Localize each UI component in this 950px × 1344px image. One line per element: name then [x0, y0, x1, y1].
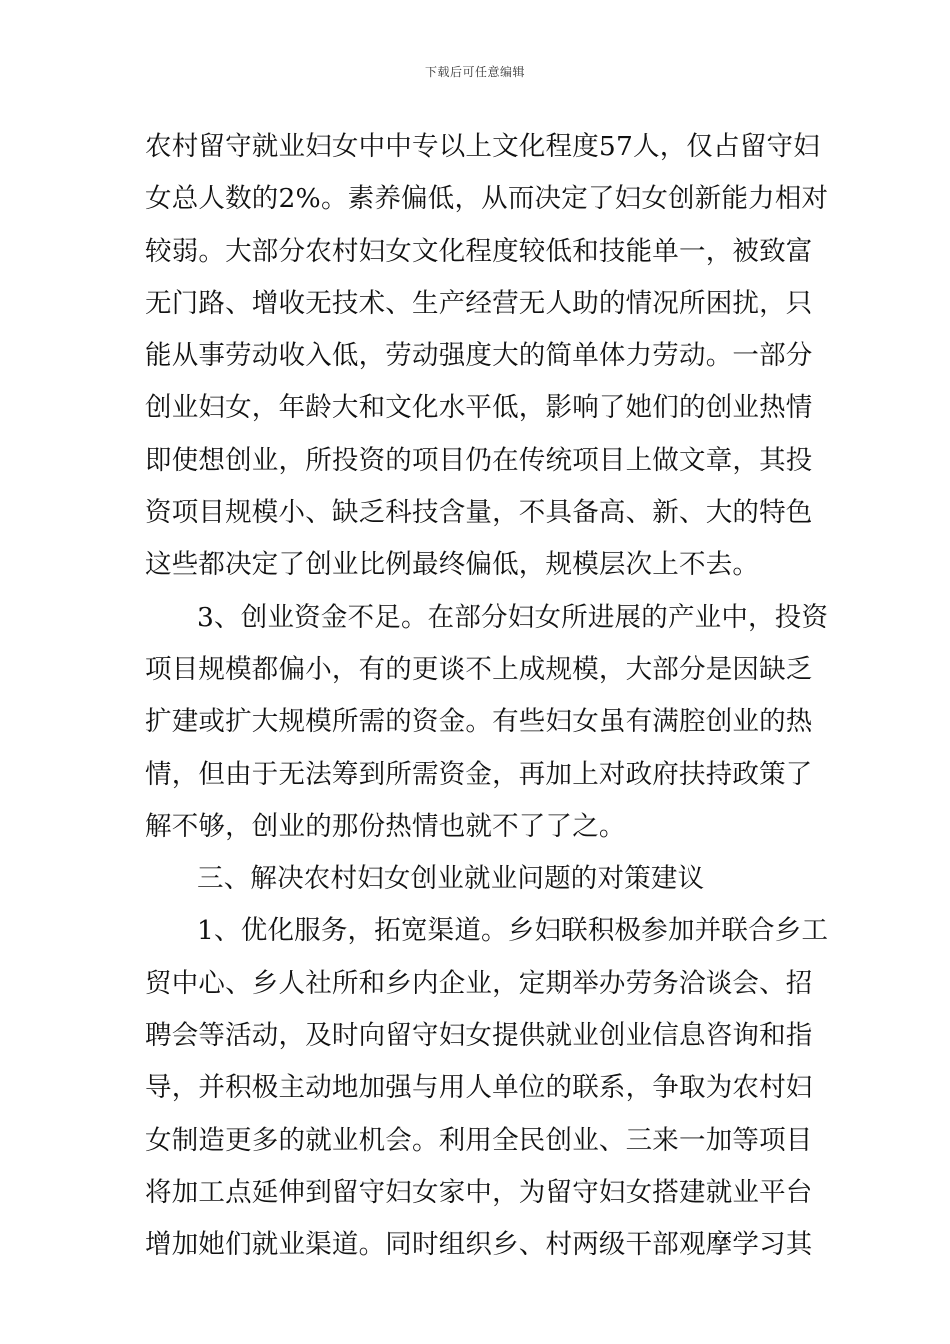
text-line: 创业妇女，年龄大和文化水平低，影响了她们的创业热情	[145, 392, 813, 424]
text-line: 导，并积极主动地加强与用人单位的联系，争取为农村妇	[145, 1072, 813, 1104]
page-header: 下载后可任意编辑	[424, 65, 525, 79]
text-line: 无门路、增收无技术、生产经营无人助的情况所困扰，只	[145, 287, 813, 319]
text-line: 这些都决定了创业比例最终偏低，规模层次上不去。	[145, 549, 760, 581]
text-line: 即使想创业，所投资的项目仍在传统项目上做文章，其投	[145, 444, 813, 476]
text-line: 聘会等活动，及时向留守妇女提供就业创业信息咨询和指	[145, 1020, 813, 1052]
text-line: 将加工点延伸到留守妇女家中，为留守妇女搭建就业平台	[145, 1176, 813, 1208]
document-body	[145, 126, 829, 1277]
text-line: 情，但由于无法筹到所需资金，再加上对政府扶持政策了	[145, 758, 813, 790]
text-line: 扩建或扩大规模所需的资金。有些妇女虽有满腔创业的热	[145, 706, 813, 738]
text-line: 较弱。大部分农村妇女文化程度较低和技能单一，被致富	[145, 235, 813, 267]
text-line: 贸中心、乡人社所和乡内企业，定期举办劳务洽谈会、招	[145, 967, 813, 999]
text-line: 农村留守就业妇女中中专以上文化程度57人，仅占留守妇	[145, 131, 820, 162]
text-line: 增加她们就业渠道。同时组织乡、村两级干部观摩学习其	[145, 1229, 813, 1261]
text-line: 女总人数的2%。素养偏低，从而决定了妇女创新能力相对	[145, 183, 829, 215]
text-line: 能从事劳动收入低，劳动强度大的简单体力劳动。一部分	[145, 340, 813, 372]
text-line: 资项目规模小、缺乏科技含量，不具备高、新、大的特色	[145, 497, 813, 529]
text-line: 女制造更多的就业机会。利用全民创业、三来一加等项目	[145, 1124, 813, 1156]
paragraph-start-line: 3、创业资金不足。在部分妇女所进展的产业中，投资	[197, 601, 829, 633]
section-heading: 三、解决农村妇女创业就业问题的对策建议	[197, 863, 705, 895]
text-line: 解不够，创业的那份热情也就不了了之。	[145, 810, 626, 842]
paragraph-start-line: 1、优化服务，拓宽渠道。乡妇联积极参加并联合乡工	[197, 915, 829, 947]
text-line: 项目规模都偏小，有的更谈不上成规模，大部分是因缺乏	[145, 653, 813, 685]
